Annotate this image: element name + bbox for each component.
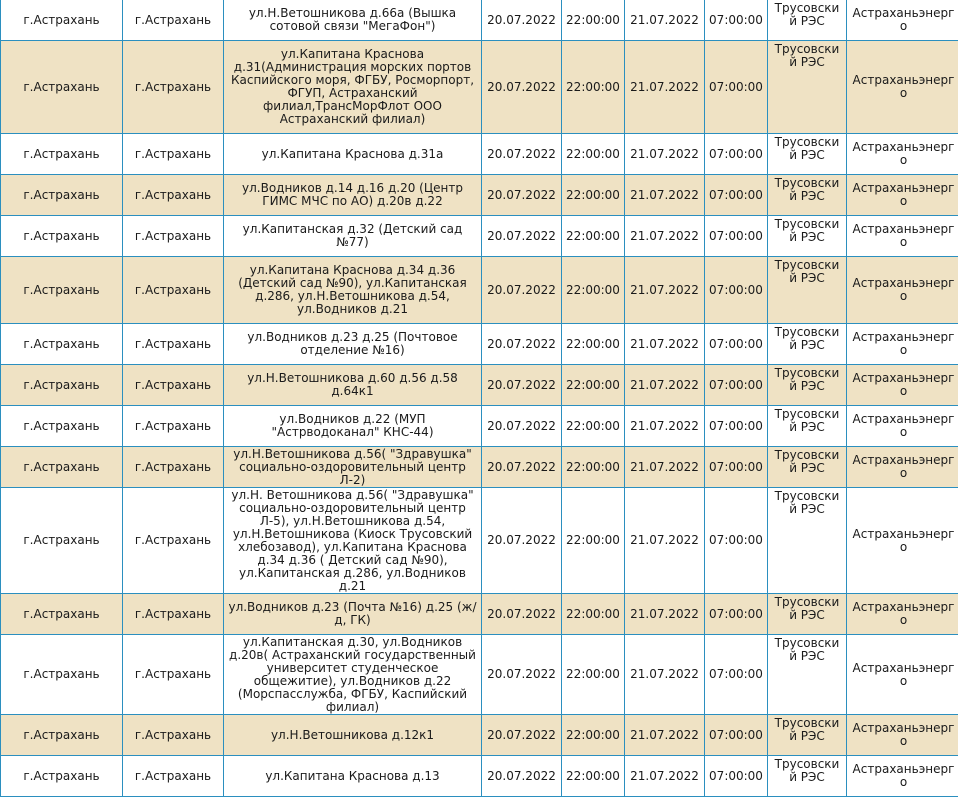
table-row xyxy=(1,635,958,715)
cell-end-time: 07:00:00 xyxy=(705,447,768,488)
cell-start-date: 20.07.2022 xyxy=(482,0,562,41)
cell-end-date: 21.07.2022 xyxy=(625,715,705,756)
cell-district: г.Астрахань xyxy=(1,365,123,406)
cell-start-time: 22:00:00 xyxy=(562,257,625,324)
cell-start-time: 22:00:00 xyxy=(562,216,625,257)
cell-district: г.Астрахань xyxy=(1,0,123,41)
table-row xyxy=(1,365,958,406)
cell-company: Астраханьэнерго xyxy=(847,365,958,406)
cell-res: Трусовский РЭС xyxy=(768,175,847,216)
cell-start-time: 22:00:00 xyxy=(562,324,625,365)
cell-end-time: 07:00:00 xyxy=(705,488,768,594)
cell-end-date: 21.07.2022 xyxy=(625,324,705,365)
cell-end-date: 21.07.2022 xyxy=(625,488,705,594)
table-row xyxy=(1,216,958,257)
cell-start-date: 20.07.2022 xyxy=(482,365,562,406)
cell-start-date: 20.07.2022 xyxy=(482,635,562,715)
cell-city: г.Астрахань xyxy=(123,715,224,756)
cell-company: Астраханьэнерго xyxy=(847,175,958,216)
cell-res: Трусовский РЭС xyxy=(768,406,847,447)
cell-end-time: 07:00:00 xyxy=(705,175,768,216)
cell-district: г.Астрахань xyxy=(1,635,123,715)
cell-end-date: 21.07.2022 xyxy=(625,447,705,488)
table-row xyxy=(1,41,958,134)
cell-start-date: 20.07.2022 xyxy=(482,134,562,175)
cell-district: г.Астрахань xyxy=(1,257,123,324)
cell-res: Трусовский РЭС xyxy=(768,447,847,488)
cell-end-time: 07:00:00 xyxy=(705,257,768,324)
cell-res: Трусовский РЭС xyxy=(768,715,847,756)
cell-end-time: 07:00:00 xyxy=(705,0,768,41)
cell-address: ул.Капитана Краснова д.31(Администрация морских портов Каспийского моря, ФГБУ, Росморпорт, ФГУП, Астраханский филиал,ТрансМорФлот ООО Астраханский филиал) xyxy=(224,41,482,134)
cell-address: ул.Капитанская д.32 (Детский сад №77) xyxy=(224,216,482,257)
cell-address: ул.Н. Ветошникова д.56( "Здравушка" социально-оздоровительный центр Л-5), ул.Н.Ветошникова д.54, ул.Н.Ветошникова (Киоск Трусовский хлебозавод), ул.Капитана Краснова д.34 д.36 ( Детский сад №90), ул.Капитанская д.286, ул.Водников д.21 xyxy=(224,488,482,594)
cell-start-time: 22:00:00 xyxy=(562,365,625,406)
cell-address: ул.Капитана Краснова д.13 xyxy=(224,756,482,797)
cell-company: Астраханьэнерго xyxy=(847,0,958,41)
cell-address: ул.Н.Ветошникова д.60 д.56 д.58 д.64к1 xyxy=(224,365,482,406)
cell-start-date: 20.07.2022 xyxy=(482,257,562,324)
cell-city: г.Астрахань xyxy=(123,488,224,594)
cell-company: Астраханьэнерго xyxy=(847,635,958,715)
cell-start-date: 20.07.2022 xyxy=(482,216,562,257)
cell-district: г.Астрахань xyxy=(1,488,123,594)
cell-start-time: 22:00:00 xyxy=(562,756,625,797)
cell-end-time: 07:00:00 xyxy=(705,594,768,635)
cell-start-date: 20.07.2022 xyxy=(482,175,562,216)
table-row xyxy=(1,447,958,488)
cell-company: Астраханьэнерго xyxy=(847,257,958,324)
cell-address: ул.Водников д.14 д.16 д.20 (Центр ГИМС МЧС по АО) д.20в д.22 xyxy=(224,175,482,216)
cell-city: г.Астрахань xyxy=(123,406,224,447)
cell-company: Астраханьэнерго xyxy=(847,216,958,257)
cell-district: г.Астрахань xyxy=(1,447,123,488)
cell-end-time: 07:00:00 xyxy=(705,715,768,756)
cell-end-date: 21.07.2022 xyxy=(625,635,705,715)
cell-end-time: 07:00:00 xyxy=(705,216,768,257)
cell-address: ул.Водников д.23 (Почта №16) д.25 (ж/д, ГК) xyxy=(224,594,482,635)
cell-end-date: 21.07.2022 xyxy=(625,134,705,175)
cell-end-time: 07:00:00 xyxy=(705,365,768,406)
table-row xyxy=(1,175,958,216)
table-row xyxy=(1,594,958,635)
cell-end-date: 21.07.2022 xyxy=(625,756,705,797)
cell-company: Астраханьэнерго xyxy=(847,447,958,488)
cell-city: г.Астрахань xyxy=(123,594,224,635)
cell-res: Трусовский РЭС xyxy=(768,41,847,134)
cell-district: г.Астрахань xyxy=(1,134,123,175)
table-row xyxy=(1,134,958,175)
cell-district: г.Астрахань xyxy=(1,216,123,257)
cell-city: г.Астрахань xyxy=(123,447,224,488)
cell-start-date: 20.07.2022 xyxy=(482,324,562,365)
cell-end-date: 21.07.2022 xyxy=(625,406,705,447)
cell-end-date: 21.07.2022 xyxy=(625,0,705,41)
cell-company: Астраханьэнерго xyxy=(847,134,958,175)
cell-address: ул.Н.Ветошникова д.56( "Здравушка" социально-оздоровительный центр Л-2) xyxy=(224,447,482,488)
cell-res: Трусовский РЭС xyxy=(768,0,847,41)
cell-start-time: 22:00:00 xyxy=(562,0,625,41)
cell-company: Астраханьэнерго xyxy=(847,756,958,797)
cell-city: г.Астрахань xyxy=(123,216,224,257)
cell-res: Трусовский РЭС xyxy=(768,257,847,324)
cell-company: Астраханьэнерго xyxy=(847,406,958,447)
cell-district: г.Астрахань xyxy=(1,594,123,635)
cell-start-time: 22:00:00 xyxy=(562,134,625,175)
cell-district: г.Астрахань xyxy=(1,175,123,216)
table-row xyxy=(1,756,958,797)
cell-end-date: 21.07.2022 xyxy=(625,257,705,324)
cell-company: Астраханьэнерго xyxy=(847,594,958,635)
cell-address: ул.Водников д.22 (МУП "Астрводоканал" КНС-44) xyxy=(224,406,482,447)
cell-end-date: 21.07.2022 xyxy=(625,216,705,257)
cell-address: ул.Водников д.23 д.25 (Почтовое отделение №16) xyxy=(224,324,482,365)
cell-start-time: 22:00:00 xyxy=(562,406,625,447)
cell-company: Астраханьэнерго xyxy=(847,715,958,756)
cell-start-time: 22:00:00 xyxy=(562,447,625,488)
cell-company: Астраханьэнерго xyxy=(847,41,958,134)
cell-district: г.Астрахань xyxy=(1,715,123,756)
cell-start-time: 22:00:00 xyxy=(562,635,625,715)
cell-end-time: 07:00:00 xyxy=(705,324,768,365)
cell-res: Трусовский РЭС xyxy=(768,594,847,635)
cell-address: ул.Капитана Краснова д.34 д.36 (Детский сад №90), ул.Капитанская д.286, ул.Н.Ветошникова д.54, ул.Водников д.21 xyxy=(224,257,482,324)
cell-city: г.Астрахань xyxy=(123,756,224,797)
cell-res: Трусовский РЭС xyxy=(768,134,847,175)
cell-district: г.Астрахань xyxy=(1,406,123,447)
cell-city: г.Астрахань xyxy=(123,257,224,324)
cell-start-date: 20.07.2022 xyxy=(482,41,562,134)
cell-start-date: 20.07.2022 xyxy=(482,756,562,797)
cell-end-date: 21.07.2022 xyxy=(625,365,705,406)
cell-end-time: 07:00:00 xyxy=(705,134,768,175)
cell-city: г.Астрахань xyxy=(123,175,224,216)
table-row xyxy=(1,715,958,756)
cell-start-date: 20.07.2022 xyxy=(482,406,562,447)
cell-res: Трусовский РЭС xyxy=(768,365,847,406)
cell-start-time: 22:00:00 xyxy=(562,715,625,756)
cell-start-time: 22:00:00 xyxy=(562,488,625,594)
cell-res: Трусовский РЭС xyxy=(768,324,847,365)
cell-res: Трусовский РЭС xyxy=(768,635,847,715)
table-row xyxy=(1,324,958,365)
cell-start-time: 22:00:00 xyxy=(562,175,625,216)
cell-end-date: 21.07.2022 xyxy=(625,175,705,216)
cell-start-date: 20.07.2022 xyxy=(482,447,562,488)
cell-start-date: 20.07.2022 xyxy=(482,488,562,594)
cell-district: г.Астрахань xyxy=(1,324,123,365)
cell-city: г.Астрахань xyxy=(123,324,224,365)
cell-res: Трусовский РЭС xyxy=(768,756,847,797)
cell-end-time: 07:00:00 xyxy=(705,635,768,715)
table-row xyxy=(1,488,958,594)
table-row xyxy=(1,406,958,447)
cell-start-date: 20.07.2022 xyxy=(482,715,562,756)
cell-city: г.Астрахань xyxy=(123,134,224,175)
cell-end-time: 07:00:00 xyxy=(705,41,768,134)
cell-address: ул.Капитана Краснова д.31а xyxy=(224,134,482,175)
cell-city: г.Астрахань xyxy=(123,0,224,41)
table-row xyxy=(1,0,958,41)
cell-city: г.Астрахань xyxy=(123,41,224,134)
cell-city: г.Астрахань xyxy=(123,635,224,715)
cell-company: Астраханьэнерго xyxy=(847,324,958,365)
cell-district: г.Астрахань xyxy=(1,756,123,797)
cell-company: Астраханьэнерго xyxy=(847,488,958,594)
cell-end-date: 21.07.2022 xyxy=(625,594,705,635)
cell-res: Трусовский РЭС xyxy=(768,216,847,257)
cell-address: ул.Капитанская д.30, ул.Водников д.20в( Астраханский государственный университет студенческое общежитие), ул.Водников д.22 (Морспасслужба, ФГБУ, Каспийский филиал) xyxy=(224,635,482,715)
cell-end-date: 21.07.2022 xyxy=(625,41,705,134)
cell-res: Трусовский РЭС xyxy=(768,488,847,594)
cell-start-time: 22:00:00 xyxy=(562,41,625,134)
table-row xyxy=(1,257,958,324)
cell-end-time: 07:00:00 xyxy=(705,756,768,797)
outage-table-body xyxy=(1,0,958,797)
cell-address: ул.Н.Ветошникова д.66а (Вышка сотовой связи "МегаФон") xyxy=(224,0,482,41)
cell-address: ул.Н.Ветошникова д.12к1 xyxy=(224,715,482,756)
cell-start-time: 22:00:00 xyxy=(562,594,625,635)
cell-start-date: 20.07.2022 xyxy=(482,594,562,635)
cell-end-time: 07:00:00 xyxy=(705,406,768,447)
cell-city: г.Астрахань xyxy=(123,365,224,406)
cell-district: г.Астрахань xyxy=(1,41,123,134)
